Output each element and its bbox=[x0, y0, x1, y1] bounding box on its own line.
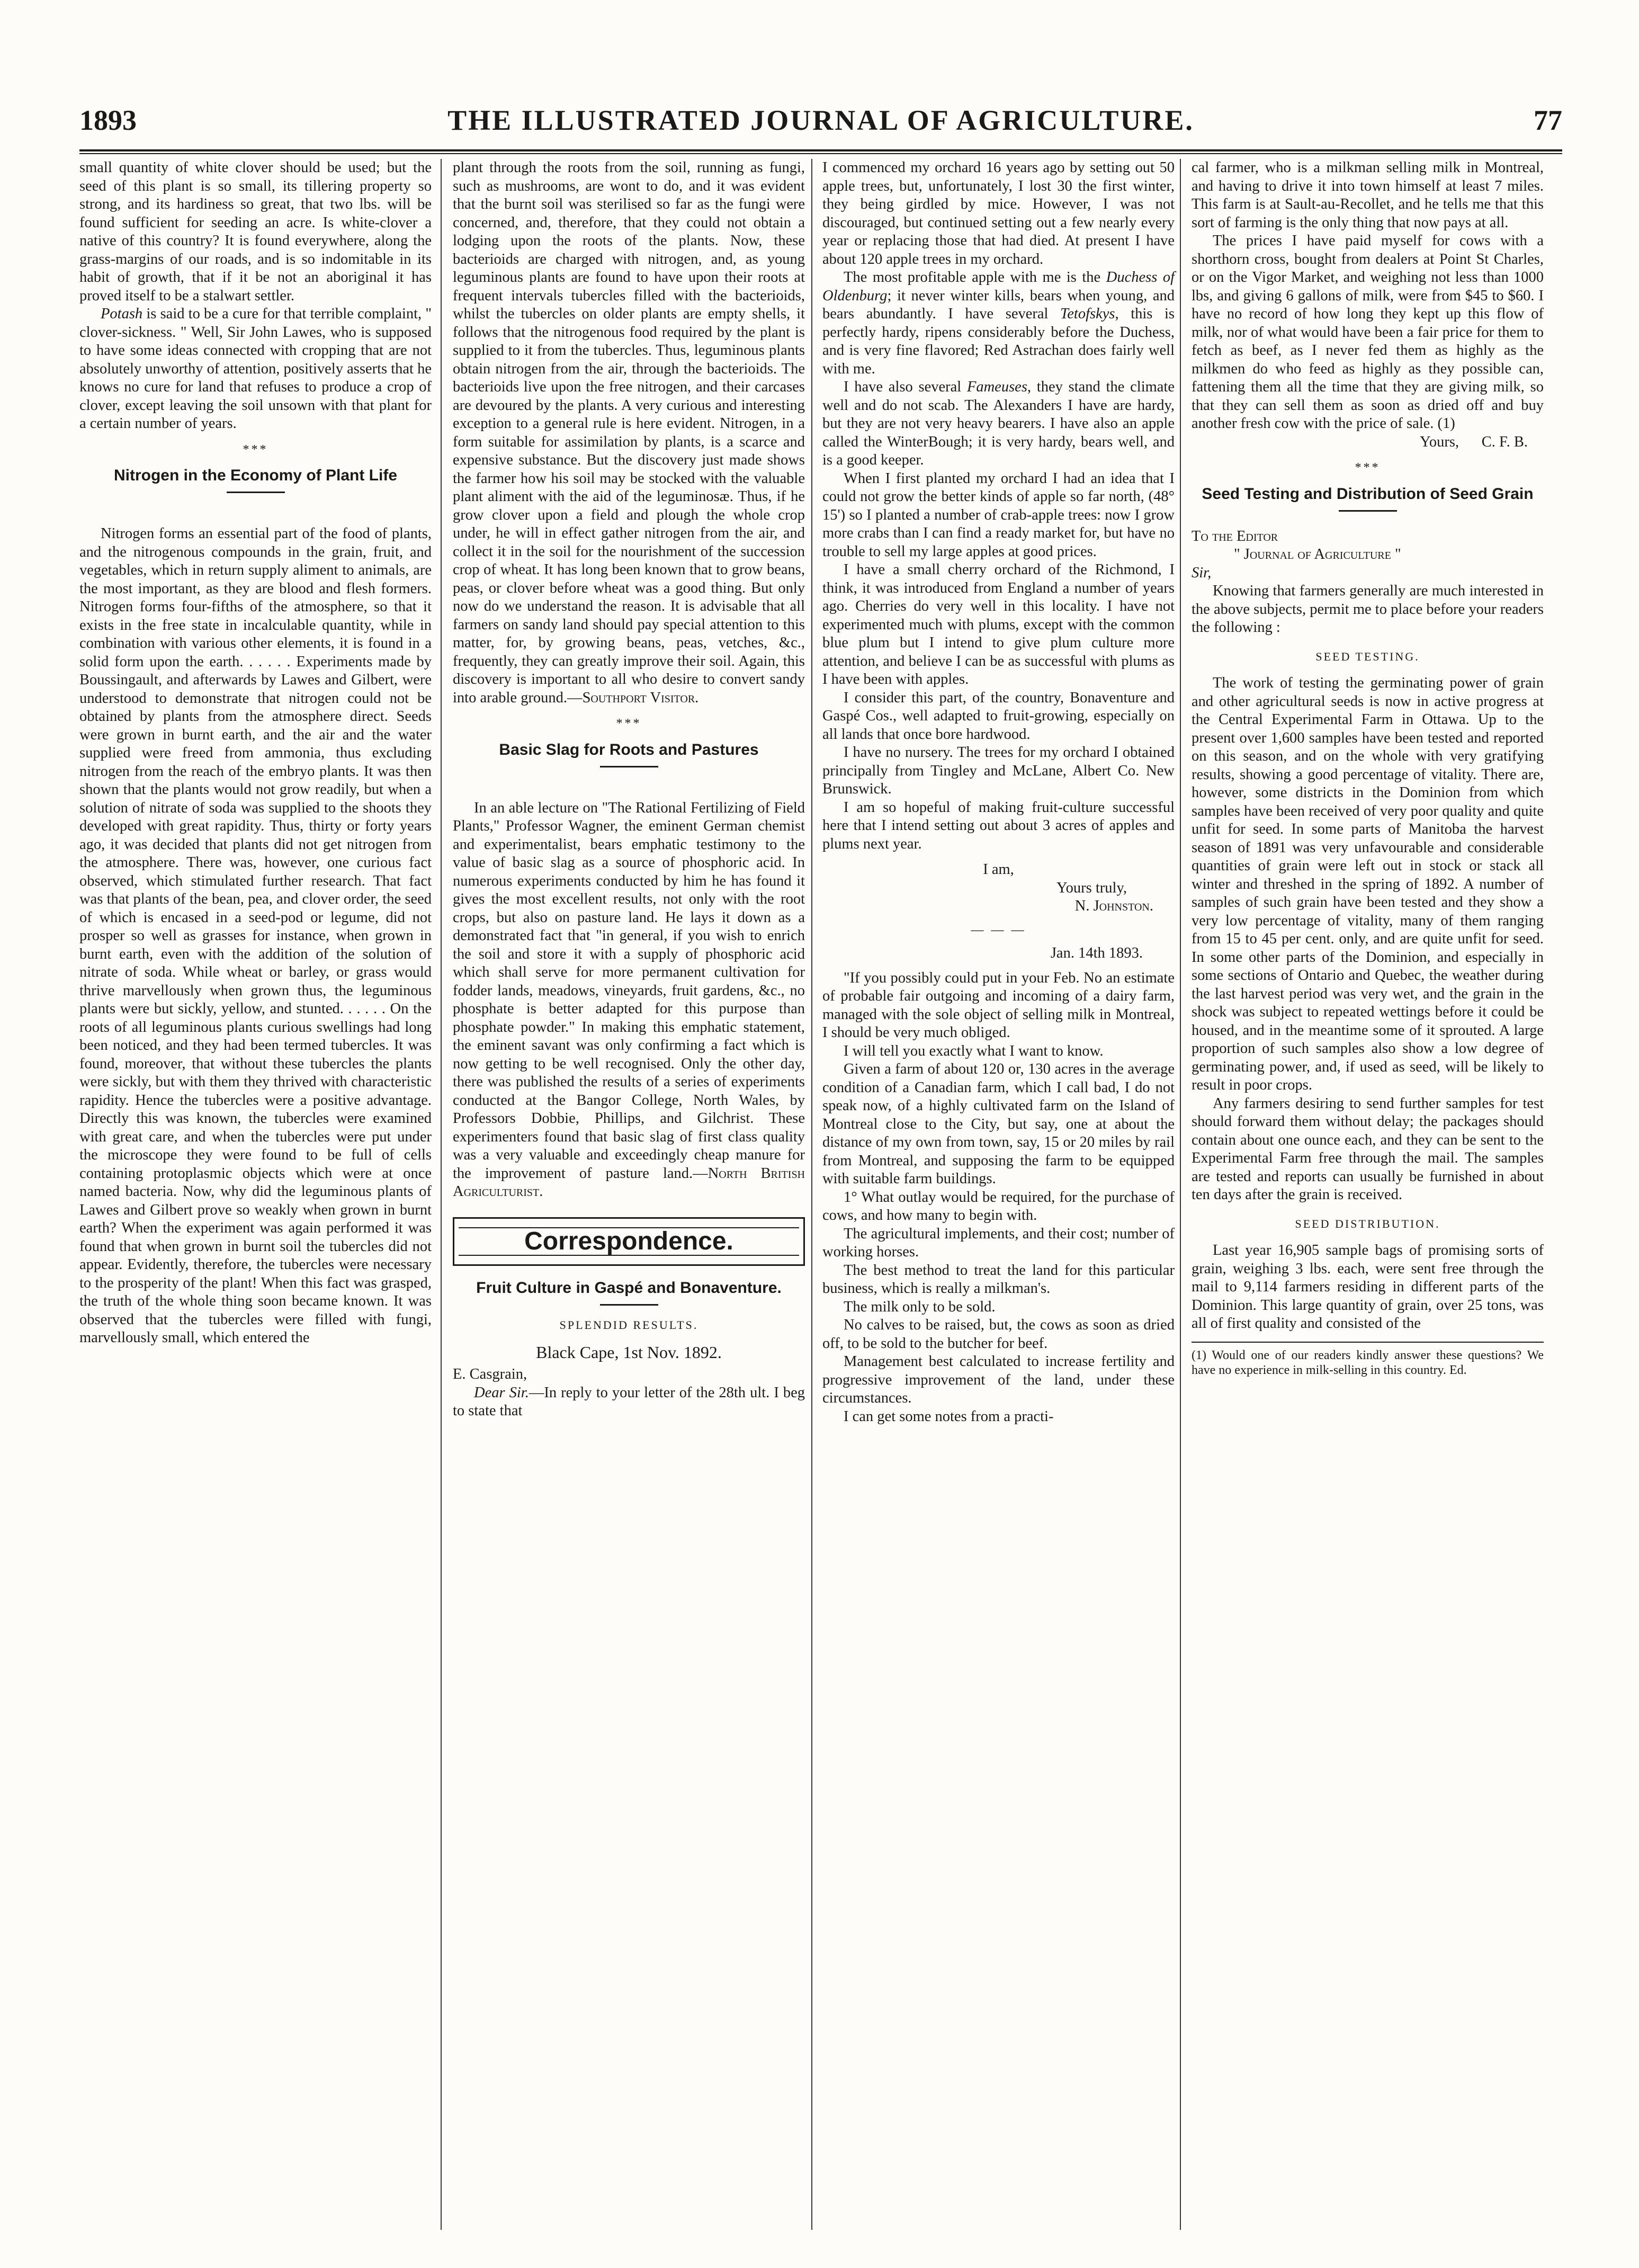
column-divider bbox=[811, 159, 812, 2230]
paragraph: No calves to be raised, but, the cows as soon as dried off, to be sold to the butcher for beef. bbox=[822, 1317, 1175, 1352]
paragraph: I consider this part, of the country, Bonaventure and Gaspé Cos., well adapted to fruit-growing, especially on all lands that once bore hardwood. bbox=[822, 689, 1175, 743]
paragraph: "If you possibly could put in your Feb. No an estimate of probable fair outgoing and incoming of a dairy farm, managed with the sole object of selling milk in Montreal, I should be very much obliged. bbox=[822, 969, 1175, 1041]
section-title: Nitrogen in the Economy of Plant Life bbox=[113, 467, 398, 484]
subheading: SEED DISTRIBUTION. bbox=[1295, 1217, 1440, 1230]
signoff-line: I am, bbox=[983, 861, 1014, 878]
signature: Yours, C. F. B. bbox=[1420, 433, 1528, 450]
paragraph: The prices I have paid myself for cows with a shorthorn cross, bought from dealers at Point St Charles, or on the Vigor Market, and weighing not less than 1000 lbs, and giving 6 gallons of milk, were from $45 to $60. I have no record of how long they kept up this flow of milk, nor of what would have been a fair price for them to fetch as beef, as I never fed them as highly as the milkmen do who feed as highly as they possible can, fattening them all the time that they are giving milk, so that they can sell them as soon as dried off and buy another fresh cow with the price of sale. (1) bbox=[1192, 233, 1544, 432]
paragraph: I have a small cherry orchard of the Richmond, I think, it was introduced from England a number of years ago. Cherries do very well in this locality. I have not experimented much with plums, except with the common blue plum but I intend to give plum culture more attention, and believe I can be as successful with plums as I have been with apples. bbox=[822, 561, 1175, 687]
paragraph: Given a farm of about 120 or, 130 acres in the average condition of a Canadian farm, which I call bad, I do not speak now, of a highly cultivated farm on the Island of Montreal close to the City, but say, one at about the distance of my own from town, say, 15 or 20 miles by rail from Montreal, and supposing the farm to be equipped with suitable farm buildings. bbox=[822, 1061, 1175, 1187]
paragraph: I can get some notes from a practi- bbox=[844, 1408, 1054, 1425]
column-2 bbox=[453, 159, 805, 1421]
paragraph: When I first planted my orchard I had an idea that I could not grow the better kinds of apple so far north, (48° 15') so I planted a number of crab-apple trees: now I grow more crabs than I can find a ready market for, but have no trouble to sell my large apples at good prices. bbox=[822, 470, 1175, 560]
paragraph: The most profitable apple with me is the Duchess of Oldenburg; it never winter kills, bears when young, and bears abundantly. I have several Tetofskys, this is perfectly hardy, ripens considerably before the Duchess, and is very fine flavored; Red Astrachan does fairly well with me. bbox=[822, 269, 1175, 377]
column-4 bbox=[1192, 159, 1544, 1378]
header-year: 1893 bbox=[79, 104, 137, 136]
section-separator: *** bbox=[616, 717, 642, 730]
paragraph: I have also several Fameuses, they stand the climate well and do not scab. The Alexanders I have are hardy, but they are not very heavy bearers. I have also an apple called the WinterBough; it is very hardy, bears well, and is a good keeper. bbox=[822, 379, 1175, 468]
letter-recipient: E. Casgrain, bbox=[453, 1366, 527, 1382]
letter-date: Jan. 14th 1893. bbox=[1050, 945, 1143, 961]
paragraph: The work of testing the germinating power of grain and other agricultural seeds is now in active progress at the Central Experimental Farm in Ottawa. Up to the present over 1,600 samples have been tested and reported on this season, and on the whole with very gratifying results, showing a good percentage of vitality. There are, however, some districts in the Dominion from which samples have been received of very poor quality and quite unfit for seed. In some parts of Manitoba the harvest season of 1891 was very unfavourable and considerable quantities of grain were left out in stock or stack all winter and threshed in the spring of 1892. A number of samples of such grain have been tested and they show a very low percentage of vitality, many of them ranging from 15 to 45 per cent. only, and are quite unfit for seed. In some other parts of the Dominion, and especially in some sections of Ontario and Quebec, the weather during the last harvest period was very wet, and the grain in the shock was subject to repeated wettings before it could be housed, and in the meantime some of it sprouted. A large proportion of such samples also show a low degree of germinating power, and, if used as seed, will be likely to result in poor crops. bbox=[1192, 675, 1544, 1093]
paragraph: Management best calculated to increase fertility and progressive improvement of the land, under these circumstances. bbox=[822, 1353, 1175, 1406]
column-divider bbox=[441, 159, 442, 2230]
signature: N. Johnston. bbox=[1074, 898, 1153, 914]
header-rule bbox=[79, 149, 1562, 151]
paragraph: small quantity of white clover should be used; but the seed of this plant is so small, its tillering property so strong, and its hardiness so great, that two lbs. will be found sufficient for seeding an acre. Is white-clover a native of this country? It is found everywhere, along the grass-margins of our roads, and is so indomitable in its habit of growth, that if it be not an aboriginal it has proved itself to be a stalwart settler. bbox=[79, 159, 432, 304]
paragraph: I commenced my orchard 16 years ago by setting out 50 apple trees, but, unfortunately, I lost 30 the first winter, they being girdled by mice. However, I was not discouraged, but continued setting out a few nearly every year or replacing those that had died. At present I have about 120 apple trees in my orchard. bbox=[822, 159, 1175, 267]
source-credit: North British Agriculturist. bbox=[453, 1165, 805, 1200]
paragraph: The agricultural implements, and their cost; number of working horses. bbox=[822, 1225, 1175, 1260]
address-line: To the Editor bbox=[1192, 528, 1278, 544]
column-divider bbox=[1180, 159, 1181, 2230]
footnote: (1) Would one of our readers kindly answer these questions? We have no experience in milk-selling in this country. Ed. bbox=[1192, 1342, 1544, 1378]
paragraph: Knowing that farmers generally are much interested in the above subjects, permit me to place before your readers the following : bbox=[1192, 583, 1544, 636]
emphasis: Duchess of Oldenburg bbox=[822, 269, 1175, 304]
page-number: 77 bbox=[1534, 104, 1562, 136]
letter-date: Black Cape, 1st Nov. 1892. bbox=[536, 1342, 722, 1362]
title-rule bbox=[1339, 510, 1397, 512]
title-rule bbox=[600, 766, 658, 767]
column-3 bbox=[822, 159, 1175, 1426]
correspondence-title: Correspondence. bbox=[459, 1227, 799, 1256]
paragraph: The milk only to be sold. bbox=[844, 1298, 996, 1315]
letter-subheading: SPLENDID RESULTS. bbox=[559, 1318, 698, 1332]
emphasis: Fameuses bbox=[966, 379, 1027, 395]
paragraph: Any farmers desiring to send further samples for test should forward them without delay; the packages should contain about one ounce each, and they can be sent to the Experimental Farm free through the mail. The samples are tested and reports can usually be furnished in about ten days after the grain is received. bbox=[1192, 1095, 1544, 1203]
salutation: Sir, bbox=[1192, 564, 1212, 581]
paragraph: Nitrogen forms an essential part of the food of plants, and the nitrogenous compounds in the grain, fruit, and vegetables, which in return supply aliment to animals, are the most important, as they are blood and flesh formers. Nitrogen forms four-fifths of the atmosphere, so that it exists in the free state in incalculable quantity, while in combination with various other elements, it is found in a solid form upon the earth. . . . . . Experiments made by Boussingault, and afterwards by Lawes and Gilbert, were understood to demonstrate that nitrogen could not be obtained by plants from the atmosphere direct. Seeds were grown in burnt earth, and the air and the water supplied were freed from ammonia, thus excluding nitrogen from the reach of the embryo plants. It was then shown that the plants would not grow readily, but when a solution of nitrate of soda was supplied to the shoots they developed with great rapidity. Thus, thirty or forty years ago, it was decided that plants did not get nitrogen from the atmosphere. There was, however, one curious fact observed, which stimulated further research. That fact was that plants of the bean, pea, and clover order, the seed of which is encased in a seed-pod or legume, did not prosper so well as grasses for instance, when grown in burnt earth, even with the addition of the solution of nitrate of soda. While wheat or barley, or grass would thrive marvellously when grown thus, the leguminous plants were but sickly, yellow, and stunted. . . . . . On the roots of all leguminous plants curious swellings had long been noticed, and they had been termed tubercles. It was found, moreover, that without these tubercles the plants were sickly, but with them they thrived with characteristic rapidity. Hence the tubercles were a positive advantage. Directly this was known, the tubercles were examined with great care, and when the tubercles were put under the microscope they were found to be full of cells containing protoplasmic objects which were at once named bacteria. Now, why did the leguminous plants of Lawes and Gilbert prove so weakly when grown in burnt earth? When the experiment was again performed it was found that when grown in burnt soil the tubercles did not appear. Evidently, therefore, the tubercles were necessary to the prosperity of the plant! When this fact was grasped, the truth of the whole thing soon became known. It was observed that the tubercles were filled with fungi, marvellously small, which entered the bbox=[79, 525, 432, 1346]
address-line: " Journal of Agriculture " bbox=[1234, 546, 1401, 562]
section-separator: *** bbox=[1355, 461, 1381, 475]
paragraph: In an able lecture on "The Rational Fertilizing of Field Plants," Professor Wagner, the eminent German chemist and experimentalist, bears emphatic testimony to the value of basic slag as a source of phosphoric acid. In numerous experiments conducted by him he has found it gives the most excellent results, not only with the root crops, but also on pasture land. He lays it down as a demonstrated fact that "in general, if you wish to enrich the soil and store it with a supply of phosphoric acid which shall serve for more permanent cultivation for fodder lands, meadows, vineyards, fruit gardens, &c., no phosphate is better adapted for this purpose than phosphate powder." In making this emphatic statement, the eminent savant was only confirming a fact which is now getting to be well recognised. Only the other day, there was published the results of a series of experiments conducted at the Bangor College, North Wales, by Professors Dobbie, Phillips, and Gilchrist. These experimenters found that basic slag of first class quality was a very valuable and exceedingly cheap manure for the improvement of pasture land.—North British Agriculturist. bbox=[453, 799, 805, 1200]
emphasis: Potash bbox=[101, 306, 143, 322]
title-rule bbox=[600, 1304, 658, 1306]
signoff-line: Yours truly, bbox=[1056, 879, 1127, 896]
paragraph: plant through the roots from the soil, running as fungi, such as mushrooms, are wont to do, and it was evident that the burnt soil was sterilised so far as the fungi were concerned, and, therefore, that they could not obtain a lodging upon the roots of the plants. Now, these bacterioids are charged with nitrogen, and, as young leguminous plants are found to have upon their roots at frequent intervals tubercles filled with the bacterioids, whilst the tubercles on older plants are empty shells, it follows that the nitrogenous food required by the plant is supplied to it from the tubercles. Thus, leguminous plants obtain nitrogen from the air, through the bacterioids. The bacterioids live upon the free nitrogen, and their carcases are devoured by the plants. A very curious and interesting exception to a general rule is here evident. Nitrogen, in a form suitable for assimilation by plants, is a scarce and expensive substance. But the discovery just made shows the farmer how his soil may be stocked with the valuable plant aliment with the aid of the leguminosæ. Thus, if he grow clover upon a field and plough the whole crop under, he will in effect gather nitrogen from the air, and collect it in the soil for the nourishment of the succession crop of wheat. It has long been known that to grow beans, peas, or clover before wheat was a good thing. But only now do we understand the reason. It is advisable that all farmers on sandy land should pay special attention to this matter, for, by growing beans, peas, vetches, &c., frequently, they can greatly improve their soil. Again, this discovery is important to all who desire to convert sandy into arable ground.—Southport Visitor. bbox=[453, 159, 805, 706]
column-1 bbox=[79, 159, 432, 1347]
paragraph: cal farmer, who is a milkman selling milk in Montreal, and having to drive it into town himself at least 7 miles. This farm is at Sault-au-Recollet, and he tells me that this sort of farming is the only thing that now pays at all. bbox=[1192, 159, 1544, 231]
paragraph: Dear Sir.—In reply to your letter of the 28th ult. I beg to state that bbox=[453, 1384, 805, 1419]
salutation: Dear Sir. bbox=[474, 1384, 529, 1401]
header-rule-thin bbox=[79, 153, 1562, 154]
source-credit: Southport Visitor. bbox=[582, 689, 699, 706]
paragraph: Last year 16,905 sample bags of promising sorts of grain, weighing 3 lbs. each, were sent free through the mail to 9,114 farmers residing in different parts of the Dominion. This large quantity of grain, over 25 tons, was all of first quality and consisted of the bbox=[1192, 1242, 1544, 1332]
subheading: SEED TESTING. bbox=[1315, 649, 1420, 663]
paragraph: I will tell you exactly what I want to know. bbox=[844, 1042, 1104, 1059]
correspondence-banner bbox=[453, 1217, 805, 1266]
emphasis: Tetofskys bbox=[1060, 306, 1115, 322]
paragraph: Potash is said to be a cure for that terrible complaint, " clover-sickness. " Well, Sir John Lawes, who is supposed to have some ideas connected with cropping that are not absolutely unworthy of attention, positively asserts that he knows no cure for land that refuses to produce a crop of clover, except leaving the soil unsown with that plant for a certain number of years. bbox=[79, 306, 432, 432]
paragraph: I have no nursery. The trees for my orchard I obtained principally from Tingley and McLane, Albert Co. New Brunswick. bbox=[822, 744, 1175, 797]
letter-title: Fruit Culture in Gaspé and Bonaventure. bbox=[476, 1279, 782, 1297]
paragraph: 1° What outlay would be required, for the purchase of cows, and how many to begin with. bbox=[822, 1189, 1175, 1224]
page-header bbox=[79, 104, 1562, 141]
journal-title: THE ILLUSTRATED JOURNAL OF AGRICULTURE. bbox=[447, 104, 1194, 136]
paragraph: I am so hopeful of making fruit-culture successful here that I intend setting out about 3 acres of apples and plums next year. bbox=[822, 799, 1175, 852]
section-title: Seed Testing and Distribution of Seed Grain bbox=[1202, 485, 1534, 503]
paragraph: The best method to treat the land for this particular business, which is really a milkman's. bbox=[822, 1262, 1175, 1297]
section-separator: *** bbox=[243, 442, 268, 457]
section-title: Basic Slag for Roots and Pastures bbox=[499, 740, 759, 758]
title-rule bbox=[227, 492, 285, 493]
separator-dashes: — — — bbox=[971, 923, 1026, 937]
